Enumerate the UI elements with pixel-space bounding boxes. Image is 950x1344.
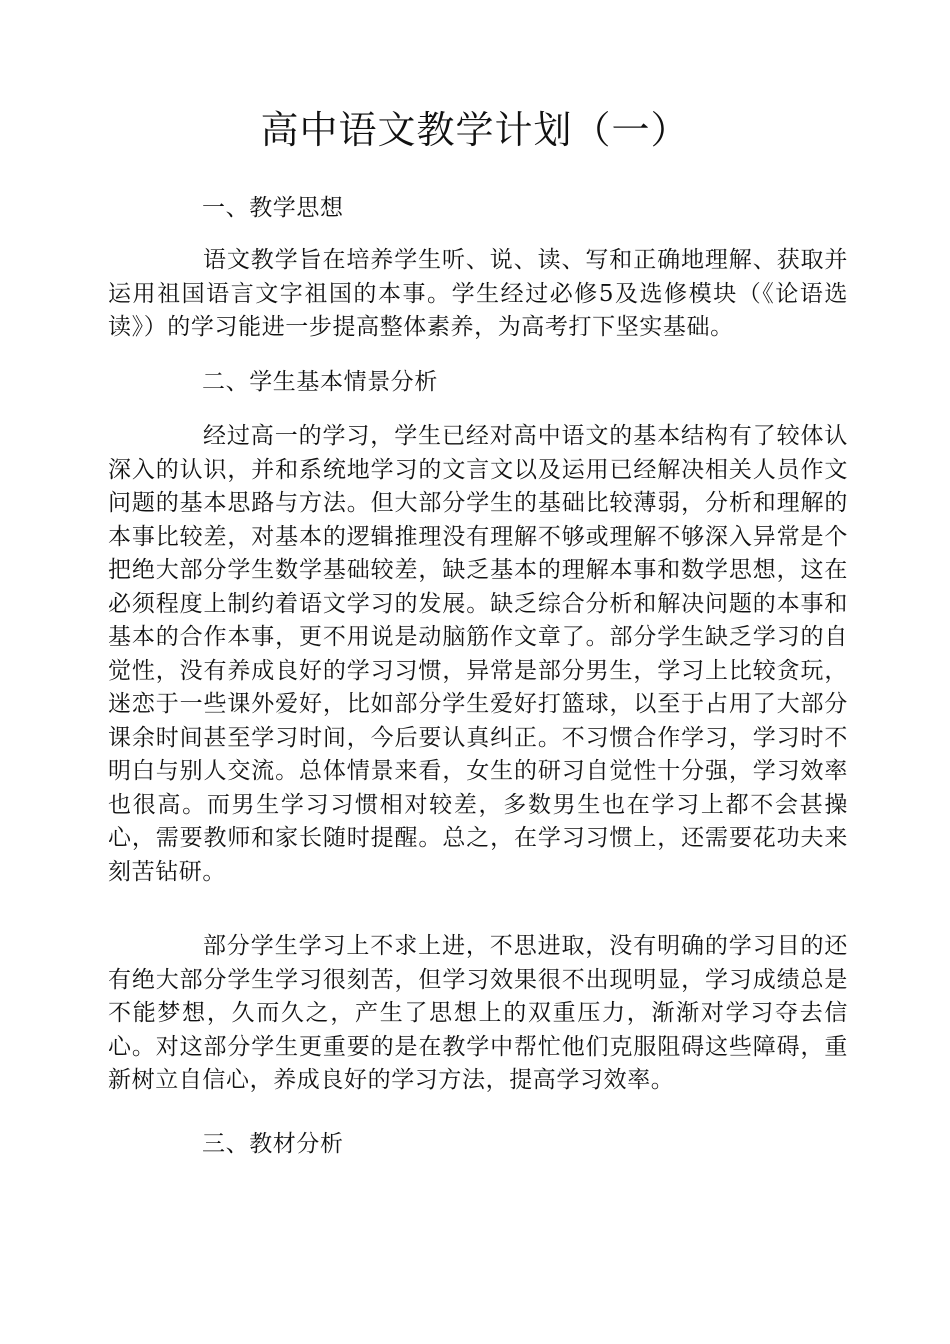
document-title: 高中语文教学计划（一） bbox=[260, 108, 690, 152]
section-heading-textbook-analysis: 三、教材分析 bbox=[202, 1131, 344, 1157]
paragraph-student-analysis-1: 经过高一的学习，学生已经对高中语文的基本结构有了较体认深入的认识，并和系统地学习的文言文以及运用已经解决相关人员作文问题的基本思路与方法。但大部分学生的基础比较薄弱，分析和理解的本事比较差，对基本的逻辑推理没有理解不够或理解不够深入异常是个把绝大部分学生数学基础较差，缺乏基本的理解本事和数学思想，这在必须程度上制约着语文学习的发展。缺乏综合分析和解决问题的本事和基本的合作本事，更不用说是动脑筋作文章了。部分学生缺乏学习的自觉性，没有养成良好的学习习惯，异常是部分男生，学习上比较贪玩，迷恋于一些课外爱好，比如部分学生爱好打篮球，以至于占用了大部分课余时间甚至学习时间，今后要认真纠正。不习惯合作学习，学习时不明白与别人交流。总体情景来看，女生的研习自觉性十分强，学习效率也很高。而男生学习习惯相对较差，多数男生也在学习上都不会甚操心，需要教师和家长随时提醒。总之，在学习习惯上，还需要花功夫来刻苦钻研。 bbox=[108, 423, 848, 885]
section-heading-teaching-philosophy: 一、教学思想 bbox=[202, 195, 344, 221]
paragraph-student-analysis-2: 部分学生学习上不求上进，不思进取，没有明确的学习目的还有绝大部分学生学习很刻苦，但学习效果很不出现明显，学习成绩总是不能梦想，久而久之，产生了思想上的双重压力，渐渐对学习夺去信心。对这部分学生更重要的是在教学中帮忙他们克服阻碍这些障碍，重新树立自信心，养成良好的学习方法，提高学习效率。 bbox=[108, 933, 848, 1093]
paragraph-teaching-philosophy: 语文教学旨在培养学生听、说、读、写和正确地理解、获取并运用祖国语言文字祖国的本事。学生经过必修5及选修模块（《论语选读》）的学习能进一步提高整体素养，为高考打下坚实基础。 bbox=[108, 247, 848, 340]
section-heading-student-analysis: 二、学生基本情景分析 bbox=[202, 369, 438, 395]
